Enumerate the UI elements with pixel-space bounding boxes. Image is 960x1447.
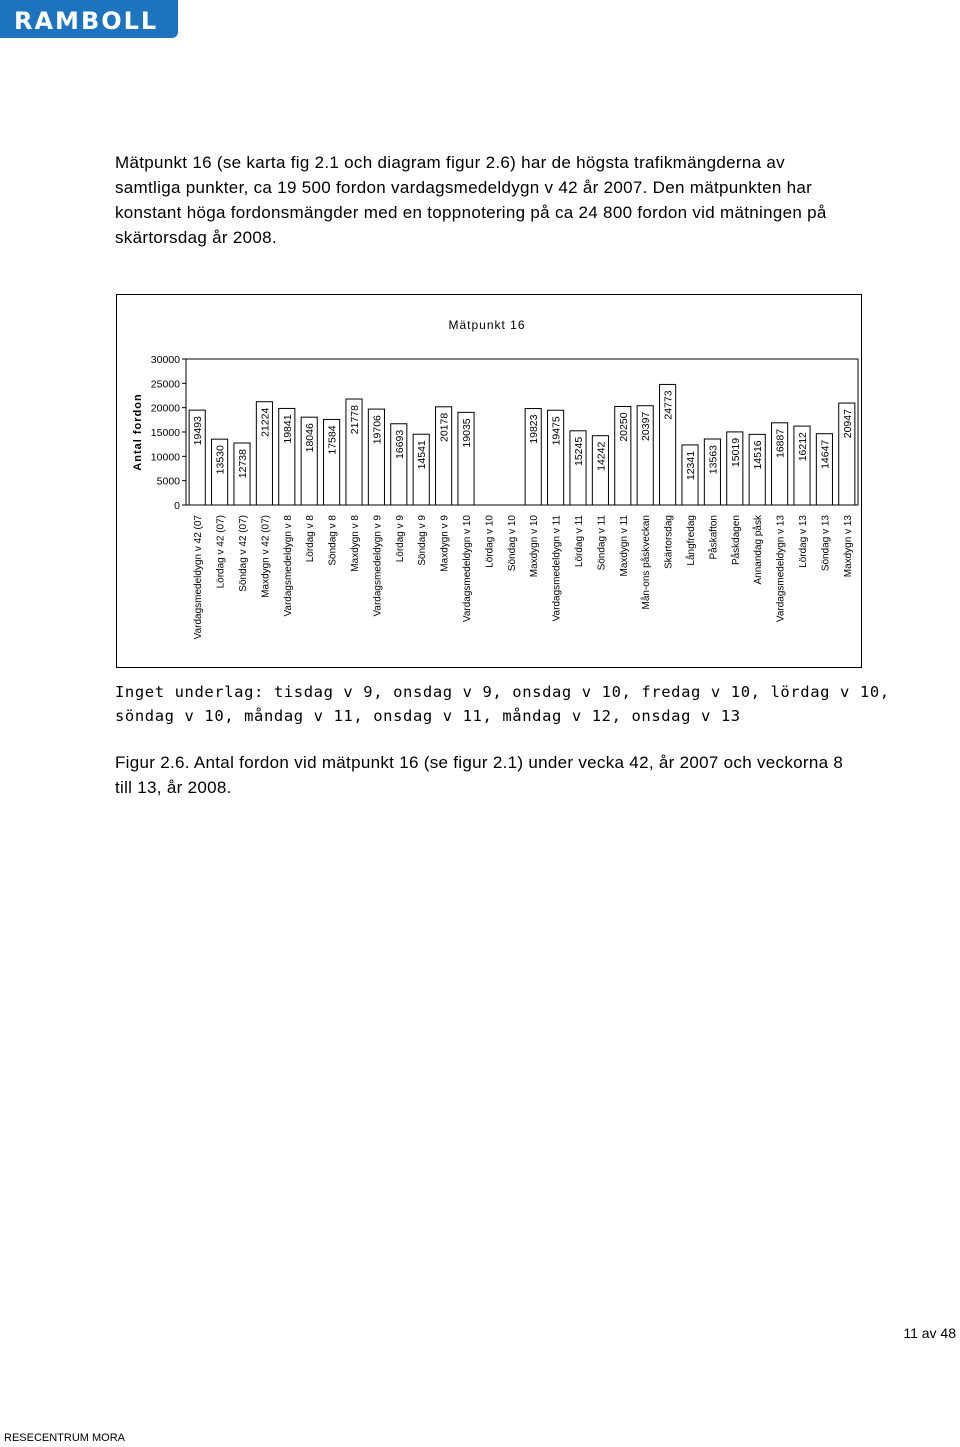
y-tick-label: 20000	[150, 402, 180, 415]
category-label: Annandag påsk	[753, 515, 765, 585]
y-tick-label: 25000	[150, 378, 180, 391]
chart-frame	[116, 294, 862, 668]
category-label: Söndag v 9	[417, 515, 429, 566]
data-label: 15245	[573, 436, 585, 467]
category-label: Söndag v 11	[596, 515, 608, 571]
category-label: Söndag v 10	[506, 515, 518, 572]
logo-text: RAMBOLL	[14, 7, 159, 35]
data-label: 19475	[550, 416, 563, 446]
category-label: Påskafton	[708, 515, 720, 560]
data-label: 15019	[729, 437, 742, 468]
category-label: Maxdygn v 10	[529, 515, 541, 578]
data-label: 19493	[192, 416, 205, 446]
figure-caption: Figur 2.6. Antal fordon vid mätpunkt 16 (se figur 2.1) under vecka 42, år 2007 och veckorna 8 till 13, år 2008.	[115, 753, 844, 797]
category-label: Maxdygn v 11	[618, 515, 630, 577]
data-label: 21224	[259, 407, 272, 437]
data-label: 12341	[685, 450, 697, 481]
data-label: 24773	[662, 390, 675, 420]
category-label: Lördag v 13	[798, 515, 809, 568]
data-label: 13563	[707, 444, 720, 475]
category-label: Vardagsmedeldygn v 10	[462, 515, 473, 623]
data-label: 21778	[349, 405, 361, 435]
category-label: Vardagsmedeldygn v 9	[372, 515, 384, 617]
data-label: 20397	[640, 411, 653, 441]
data-label: 16693	[393, 429, 406, 459]
category-label: Mån-ons påskveckan	[641, 515, 653, 610]
data-label: 17584	[326, 425, 339, 455]
category-label: Lördag v 9	[394, 515, 406, 563]
category-label: Lördag v 11	[574, 515, 585, 568]
bar-chart	[117, 295, 861, 667]
category-label: Långfredag	[686, 515, 697, 566]
category-label: Skärtorsdag	[663, 515, 675, 569]
footer-organization: RESECENTRUM MORA	[4, 1432, 126, 1444]
y-tick-label: 0	[174, 500, 180, 512]
data-label: 14242	[595, 441, 608, 471]
data-label: 16887	[774, 428, 787, 459]
y-tick-label: 5000	[156, 475, 180, 488]
category-label: Lördag v 10	[484, 515, 496, 568]
data-label: 20947	[841, 409, 854, 439]
category-label: Vardagsmedeldygn v 42 (07	[193, 515, 205, 640]
category-label: Söndag v 13	[820, 515, 832, 572]
ramboll-logo	[0, 0, 178, 38]
data-label: 13530	[214, 445, 227, 475]
data-label: 18046	[304, 423, 317, 453]
category-label: Maxdygn v 13	[842, 515, 854, 578]
data-label: 19706	[371, 415, 384, 445]
category-label: Söndag v 42 (07)	[238, 515, 249, 592]
category-label: Vardagsmedeldygn v 8	[282, 515, 294, 617]
y-tick-label: 10000	[150, 451, 180, 464]
body-paragraph: Mätpunkt 16 (se karta fig 2.1 och diagram figur 2.6) har de högsta trafikmängderna av samtliga punkter, ca 19 500 fordon vardagsmedeldygn v 42 år 2007. Den mätpunkten har konstant höga fordonsmängder med en toppnotering på ca 24 800 fordon vid mätningen på skärtorsdag år 2008.	[115, 153, 827, 247]
category-label: Lördag v 8	[305, 515, 317, 563]
page-number: 11 av 48	[903, 1325, 956, 1341]
y-axis-label: Antal fordon	[132, 393, 144, 471]
category-label: Maxdygn v 42 (07)	[260, 515, 272, 598]
data-label: 19823	[528, 414, 541, 444]
y-tick-label: 15000	[150, 427, 180, 439]
category-label: Vardagsmedeldygn v 13	[775, 515, 787, 623]
category-label: Vardagsmedeldygn v 11	[551, 515, 563, 622]
data-label: 20178	[438, 412, 451, 443]
category-label: Lördag v 42 (07)	[215, 515, 227, 589]
category-label: Påskdagen	[730, 515, 742, 566]
data-label: 20250	[617, 412, 630, 442]
y-tick-label: 30000	[150, 354, 180, 366]
data-label: 16212	[797, 432, 809, 462]
data-label: 19035	[461, 418, 473, 448]
category-label: Maxdygn v 9	[439, 515, 451, 572]
category-label: Maxdygn v 8	[350, 515, 361, 572]
data-label: 19841	[281, 414, 294, 444]
data-label: 14516	[752, 440, 765, 470]
category-label: Söndag v 8	[327, 515, 339, 566]
data-label: 14541	[416, 440, 429, 470]
data-label: 14647	[819, 439, 832, 469]
note-text: Inget underlag: tisdag v 9, onsdag v 9, onsdag v 10, fredag v 10, lördag v 10, söndag v 10, måndag v 11, onsdag v 11, måndag v 12, onsdag v 13	[115, 683, 890, 725]
data-label: 12738	[237, 449, 249, 479]
chart-title: Mätpunkt 16	[448, 318, 526, 332]
